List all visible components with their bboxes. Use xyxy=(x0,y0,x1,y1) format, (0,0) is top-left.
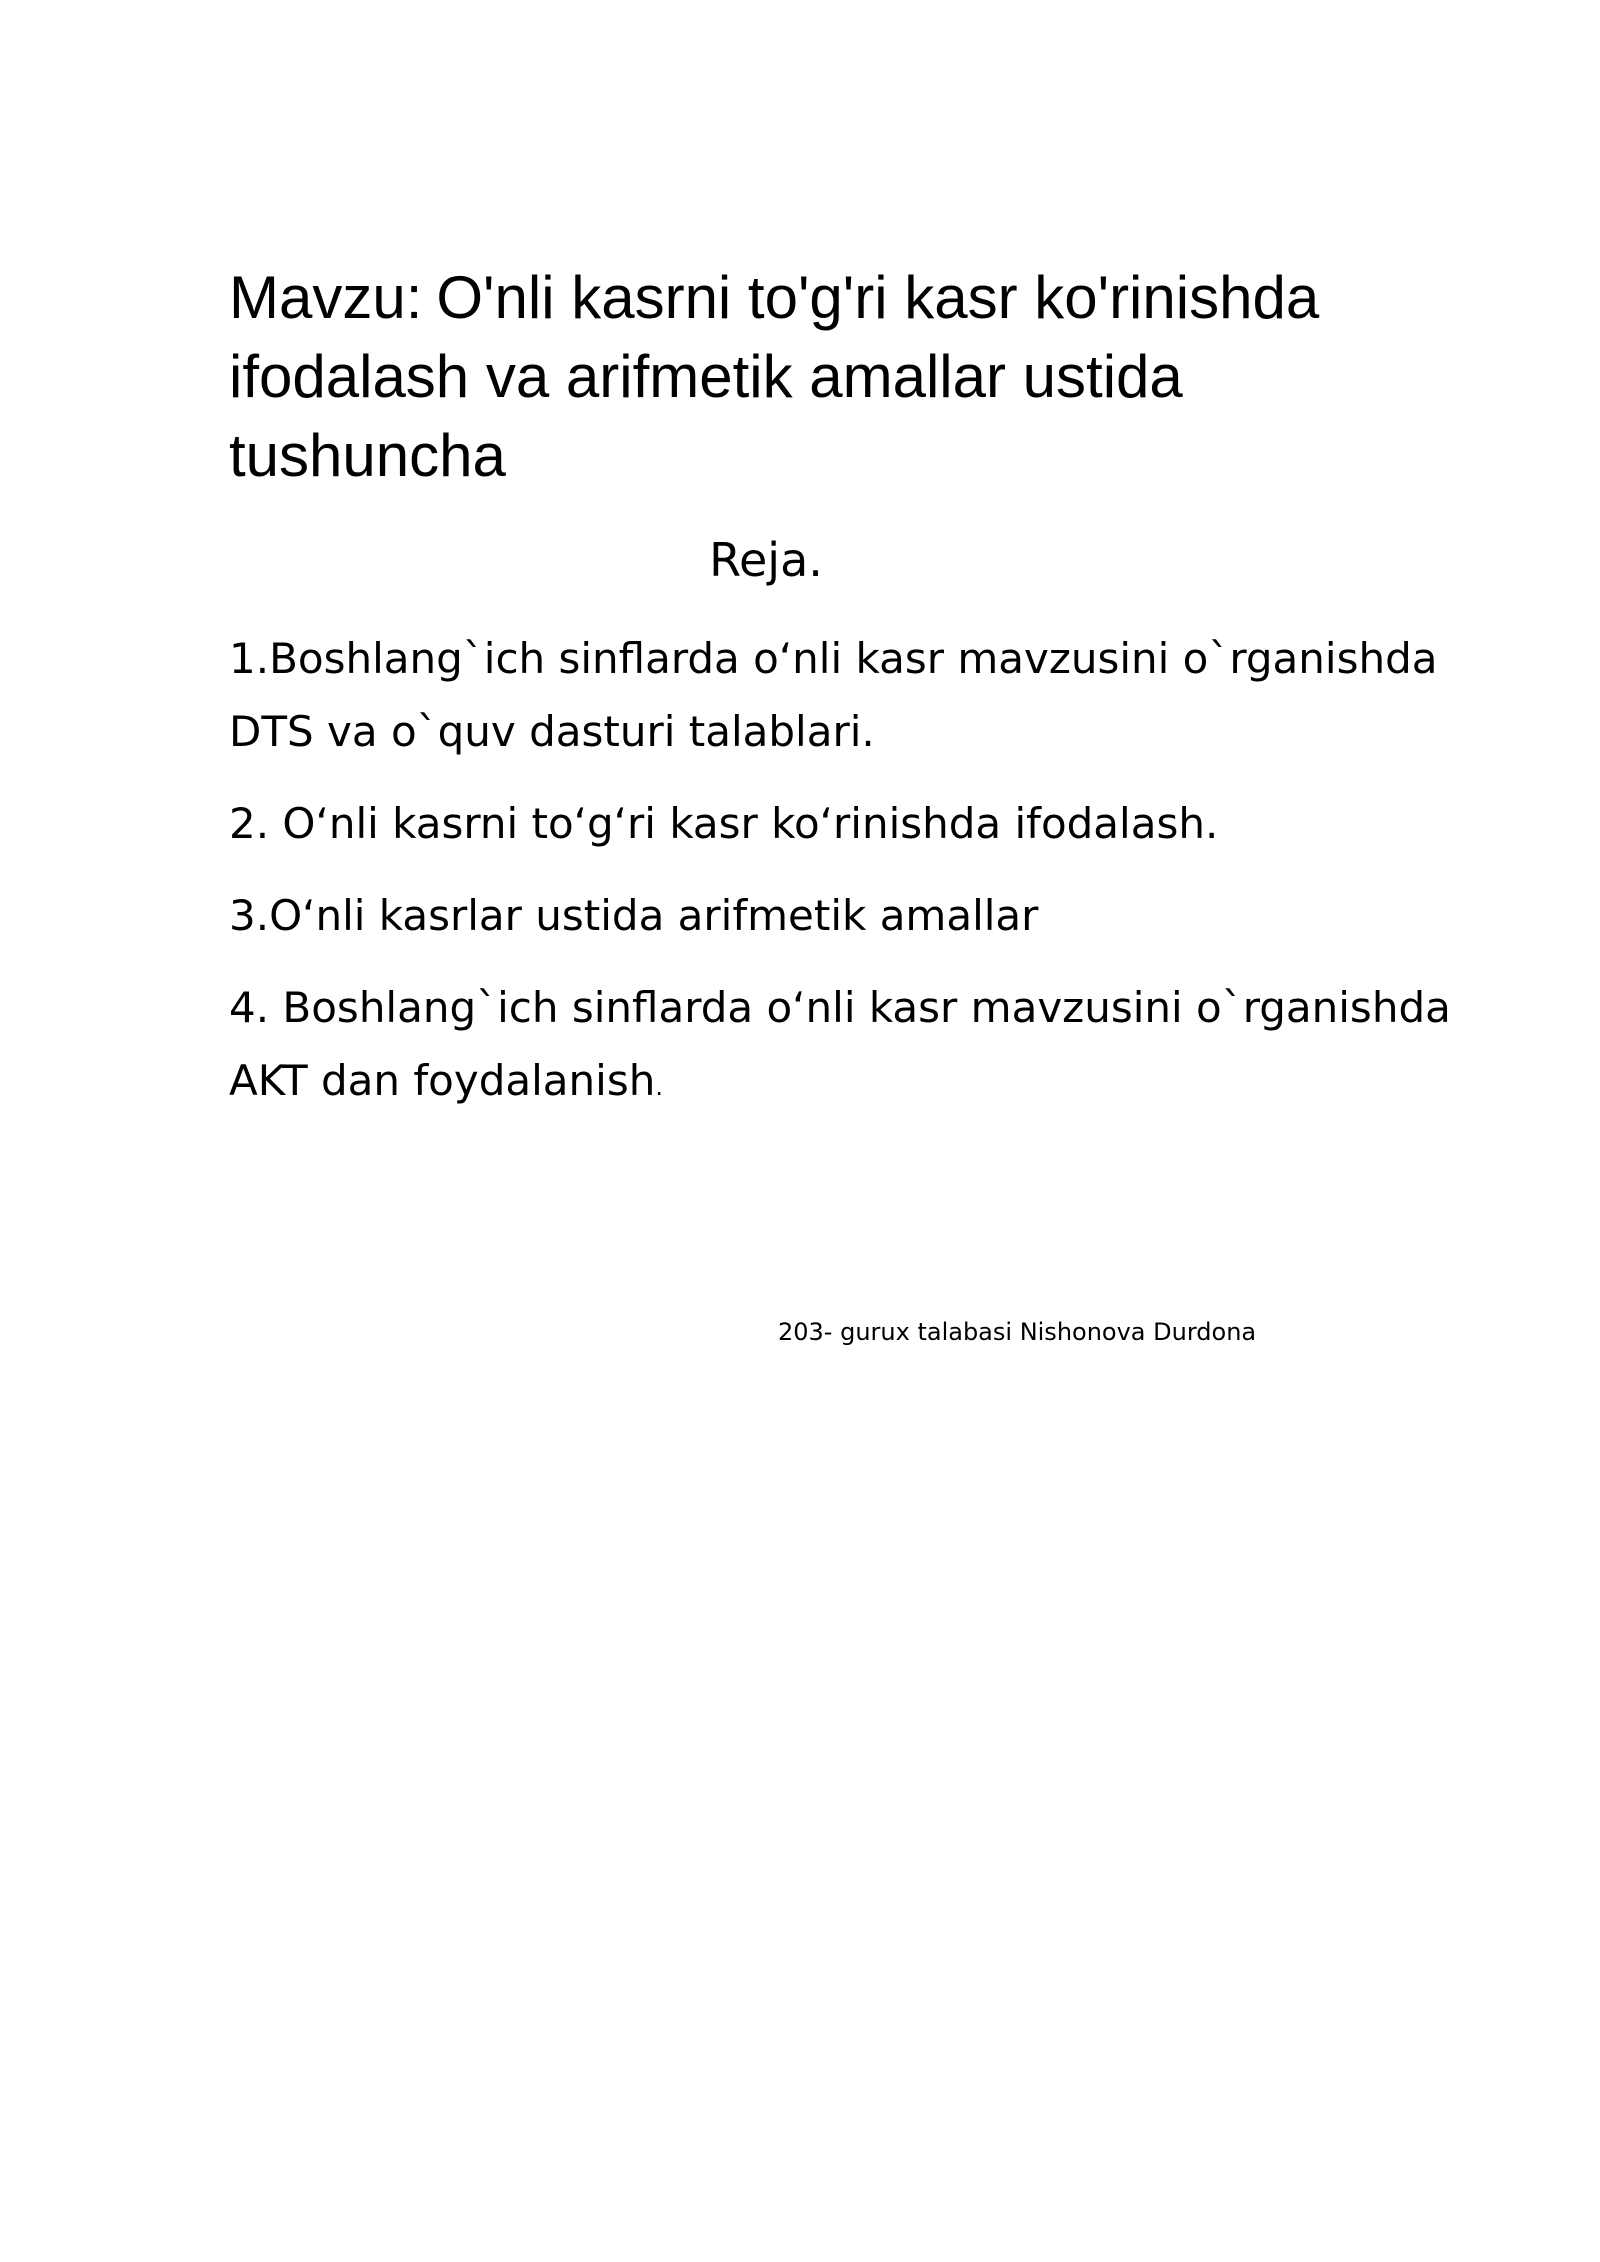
plan-item-3 xyxy=(229,879,1489,952)
author-signature-line: 203- gurux talabasi Nishonova Durdona xyxy=(778,1318,1257,1346)
plan-heading: Reja. xyxy=(709,533,823,587)
plan-item-text: 2. O‘nli kasrni to‘g‘ri kasr ko‘rinishda ifodalash. xyxy=(229,799,1219,848)
plan-item-text: 4. Boshlang`ich sinflarda o‘nli kasr mavzusini o`rganishda AKT dan foydalanish xyxy=(229,983,1451,1105)
plan-item-text: 1.Boshlang`ich sinflarda o‘nli kasr mavzusini o`rganishda DTS va o`quv dasturi talablari. xyxy=(229,634,1438,756)
plan-item-1 xyxy=(229,622,1489,768)
plan-item-4 xyxy=(229,971,1489,1124)
plan-list xyxy=(229,622,1489,1143)
plan-item-text: 3.O‘nli kasrlar ustida arifmetik amallar xyxy=(229,891,1039,940)
title-label: Mavzu: xyxy=(229,264,423,331)
page-title xyxy=(229,258,1459,495)
title-text: O'nli kasrni to'g'ri kasr ko'rinishda ifodalash va arifmetik amallar ustida tushuncha xyxy=(229,264,1320,489)
plan-item-2 xyxy=(229,787,1489,860)
plan-item-trailing-dot: . xyxy=(655,1073,663,1101)
